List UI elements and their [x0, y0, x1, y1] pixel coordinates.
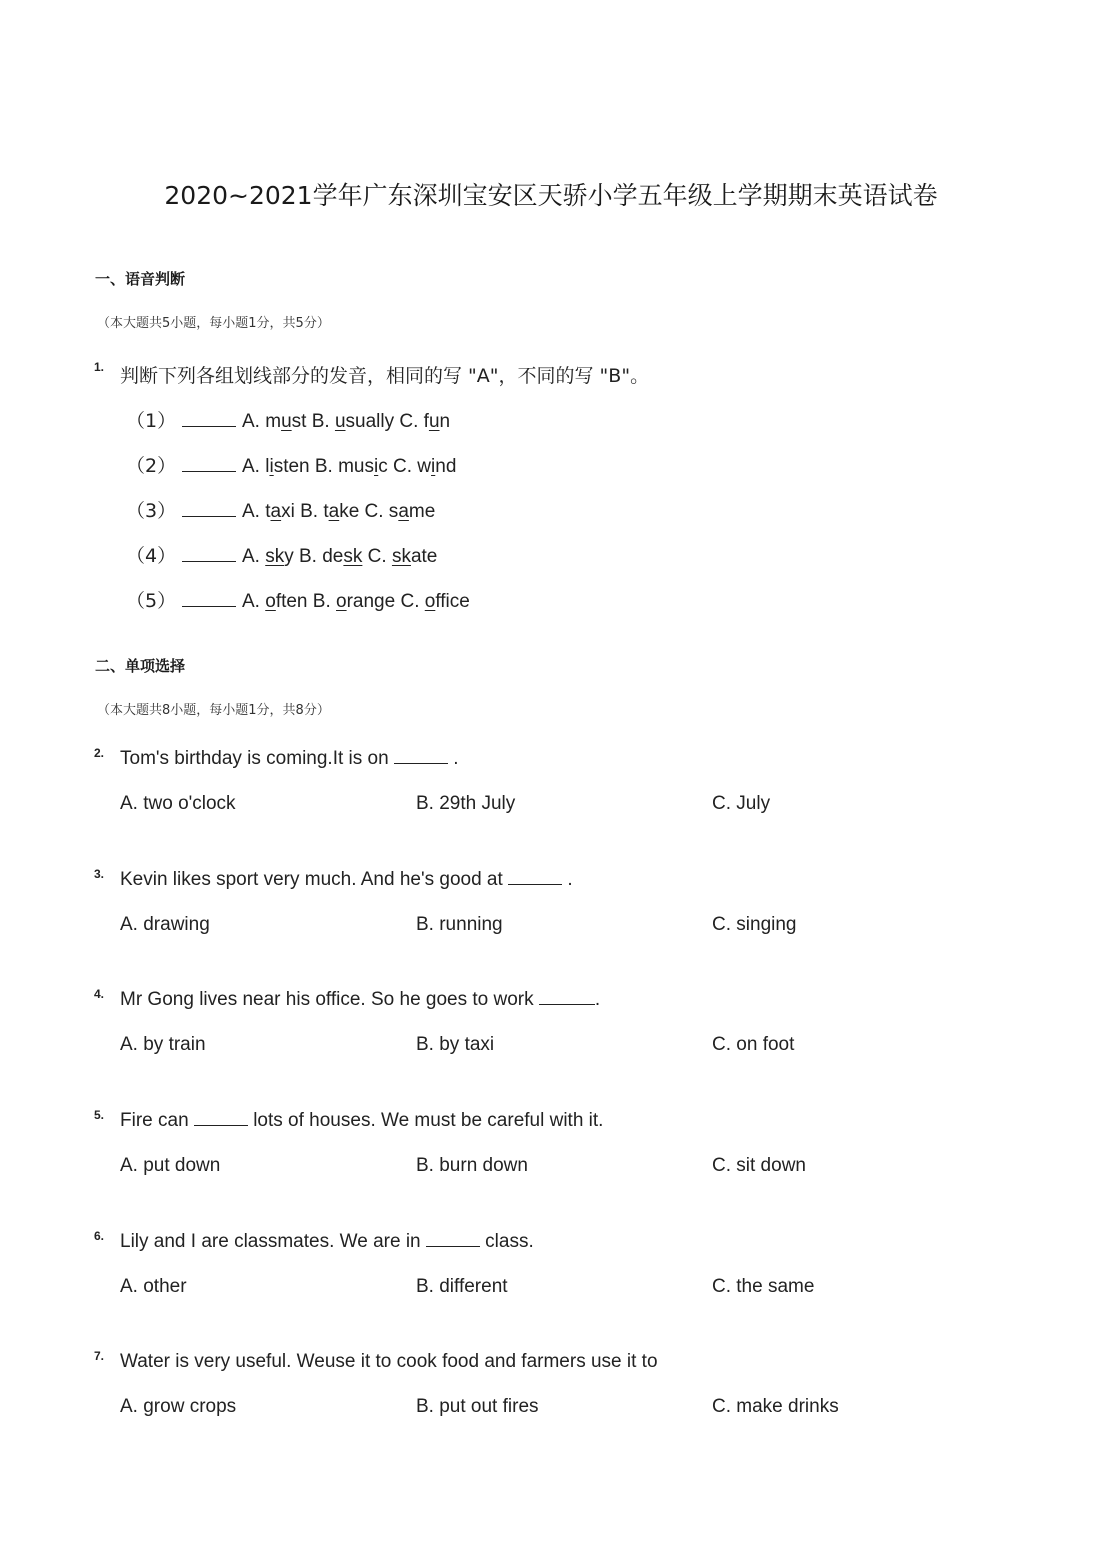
option-c[interactable]: C. make drinks	[712, 1396, 839, 1417]
underlined-letters: u	[428, 411, 440, 432]
question-number: 4.	[94, 987, 105, 1001]
option-a[interactable]: A. grow crops	[120, 1396, 237, 1417]
option-c[interactable]: C. sit down	[712, 1155, 806, 1176]
question-text-after: .	[594, 989, 601, 1010]
underlined-letters: o	[265, 591, 276, 612]
answer-blank[interactable]	[394, 762, 448, 764]
phonics-item	[126, 406, 450, 433]
phonics-item	[126, 496, 435, 523]
word-text: ften B.	[275, 591, 337, 612]
option-a[interactable]: A. put down	[120, 1155, 221, 1176]
section-note-choice: （本大题共8小题，每小题1分，共8分）	[97, 703, 330, 718]
question-text-before: Mr Gong lives near his office. So he goes to work	[120, 989, 539, 1010]
word-text: ke C. s	[339, 501, 399, 522]
question-text-before: Kevin likes sport very much. And he's good at	[120, 869, 509, 890]
answer-blank[interactable]	[182, 560, 236, 562]
phonics-item	[126, 541, 437, 568]
page-title: 2020~2021学年广东深圳宝安区天骄小学五年级上学期期末英语试卷	[164, 181, 938, 210]
word-text: n	[439, 411, 451, 432]
underlined-letters: i	[374, 456, 379, 477]
answer-blank[interactable]	[182, 515, 236, 517]
item-index: （4）	[126, 545, 177, 567]
option-b[interactable]: B. by taxi	[416, 1034, 495, 1055]
option-b[interactable]: B. running	[416, 914, 503, 935]
question-text-after: .	[447, 748, 459, 769]
question-text-before: Water is very useful. Weuse it to cook food and farmers use it to	[120, 1351, 658, 1372]
option-b[interactable]: B. different	[416, 1276, 508, 1297]
answer-blank[interactable]	[182, 605, 236, 607]
option-a[interactable]: A. by train	[120, 1034, 206, 1055]
underlined-letters: sk	[391, 546, 411, 567]
underlined-letters: sk	[265, 546, 285, 567]
answer-blank[interactable]	[182, 470, 236, 472]
option-c[interactable]: C. singing	[712, 914, 797, 935]
word-text: sten B. mus	[273, 456, 375, 477]
word-text: range C.	[346, 591, 425, 612]
item-index: （3）	[126, 500, 177, 522]
option-b[interactable]: B. put out fires	[416, 1396, 539, 1417]
question-number: 7.	[94, 1349, 105, 1363]
word-text: A.	[242, 591, 266, 612]
option-c[interactable]: C. on foot	[712, 1034, 795, 1055]
question-text	[120, 1110, 603, 1132]
word-text: c C. w	[378, 456, 432, 477]
item-index: （1）	[126, 410, 177, 432]
underlined-letters: u	[334, 411, 346, 432]
question-text-after: lots of houses. We must be careful with it.	[247, 1110, 604, 1131]
word-text: A. m	[242, 411, 282, 432]
question-text-before: Tom's birthday is coming.It is on	[120, 748, 394, 769]
option-c[interactable]: C. July	[712, 793, 771, 814]
word-text: xi B. t	[281, 501, 329, 522]
question-text	[120, 989, 600, 1011]
option-a[interactable]: A. two o'clock	[120, 793, 236, 814]
item-index: （5）	[126, 590, 177, 612]
question-text-after: .	[562, 869, 573, 890]
word-text: y B. de	[284, 546, 344, 567]
word-text: nd	[435, 456, 457, 477]
answer-blank[interactable]	[426, 1245, 480, 1247]
question-text-before: Lily and I are classmates. We are in	[120, 1231, 426, 1252]
word-text: sually C. f	[345, 411, 429, 432]
word-text: A. l	[242, 456, 270, 477]
question-text-before: Fire can	[120, 1110, 194, 1131]
option-b[interactable]: B. burn down	[416, 1155, 528, 1176]
word-text: st B.	[291, 411, 335, 432]
word-text: A.	[242, 546, 266, 567]
question-text	[120, 1351, 658, 1373]
underlined-letters: o	[336, 591, 347, 612]
underlined-letters: a	[270, 501, 282, 522]
answer-blank[interactable]	[182, 425, 236, 427]
word-text: A. t	[242, 501, 271, 522]
question-text: 判断下列各组划线部分的发音，相同的写 "A"，不同的写 "B"。	[120, 365, 650, 387]
word-text: ffice	[435, 591, 470, 612]
section-heading-phonics: 一、语音判断	[95, 270, 186, 288]
option-c[interactable]: C. the same	[712, 1276, 815, 1297]
question-text	[120, 1231, 534, 1253]
word-text: C.	[362, 546, 392, 567]
word-text: ate	[410, 546, 438, 567]
underlined-letters: sk	[343, 546, 363, 567]
question-number: 5.	[94, 1108, 105, 1122]
section-heading-choice: 二、单项选择	[95, 657, 186, 675]
answer-blank[interactable]	[194, 1124, 248, 1126]
section-note-phonics: （本大题共5小题，每小题1分，共5分）	[97, 316, 330, 331]
question-number: 3.	[94, 867, 105, 881]
underlined-letters: a	[398, 501, 409, 522]
underlined-letters: u	[281, 411, 292, 432]
option-a[interactable]: A. drawing	[120, 914, 210, 935]
question-text-after: class.	[479, 1231, 534, 1252]
answer-blank[interactable]	[508, 883, 562, 885]
question-text	[120, 869, 573, 891]
underlined-letters: a	[328, 501, 340, 522]
answer-blank[interactable]	[539, 1003, 595, 1005]
question-text	[120, 748, 459, 770]
item-index: （2）	[126, 455, 177, 477]
underlined-letters: o	[424, 591, 436, 612]
option-b[interactable]: B. 29th July	[416, 793, 516, 814]
option-a[interactable]: A. other	[120, 1276, 187, 1297]
question-number: 1.	[94, 360, 105, 374]
word-text: me	[408, 501, 436, 522]
underlined-letters: i	[431, 456, 436, 477]
phonics-item	[126, 586, 470, 613]
question-number: 2.	[94, 746, 105, 760]
phonics-item	[126, 451, 456, 478]
question-number: 6.	[94, 1229, 105, 1243]
underlined-letters: i	[269, 456, 274, 477]
